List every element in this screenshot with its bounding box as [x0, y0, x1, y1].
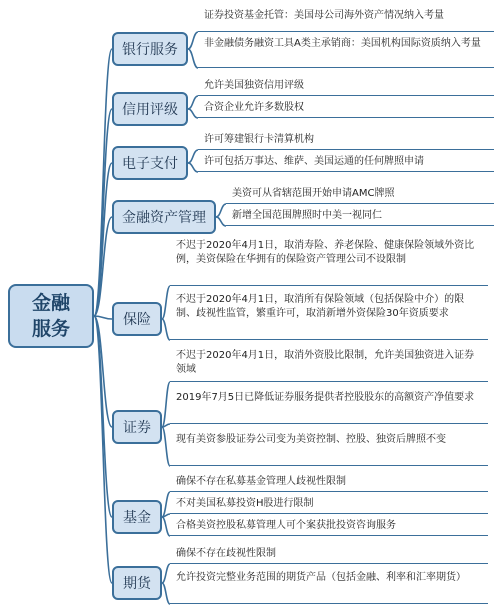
- category-to-leaf-connector: [188, 96, 198, 109]
- category-funds: [112, 500, 162, 534]
- root-label: 金融服务: [31, 292, 70, 340]
- root-to-category-connector: [94, 316, 112, 517]
- leaf-item: [170, 496, 488, 514]
- root-to-category-connector: [94, 316, 112, 583]
- category-to-leaf-connector: [188, 32, 198, 49]
- leaf-item: [226, 208, 494, 226]
- category-to-leaf-connector: [162, 427, 170, 466]
- leaf-text: 确保不存在私募基金管理人歧视性限制: [176, 476, 346, 487]
- leaf-item: [170, 390, 488, 424]
- category-to-leaf-connector: [162, 517, 170, 536]
- category-to-leaf-connector: [162, 286, 170, 319]
- category-insurance: [112, 302, 162, 336]
- category-to-leaf-connector: [216, 217, 226, 226]
- category-to-leaf-connector: [162, 564, 170, 583]
- leaf-text: 2019年7月5日已降低证券服务提供者控股股东的高额资产净值要求: [176, 392, 475, 403]
- category-banking-services: [112, 32, 188, 66]
- leaf-text: 合格美资控股私募管理人可个案获批投资咨询服务: [176, 520, 396, 531]
- leaf-item: [198, 154, 494, 172]
- leaf-text: 新增全国范围牌照时中美一视同仁: [232, 210, 382, 221]
- leaf-text: 现有美资参股证券公司变为美资控制、控股、独资后牌照不变: [176, 434, 446, 445]
- leaf-item: [170, 292, 488, 340]
- category-to-leaf-connector: [188, 109, 198, 118]
- leaf-item: [198, 100, 494, 118]
- leaf-item: [170, 518, 488, 536]
- leaf-item: [198, 78, 494, 96]
- leaf-item: [226, 186, 494, 204]
- root-node: [8, 284, 94, 348]
- leaf-text: 不对美国私募投资H股进行限制: [176, 498, 314, 509]
- category-to-leaf-connector: [162, 319, 170, 340]
- root-to-category-connector: [94, 109, 112, 316]
- leaf-text: 许可筹建银行卡清算机构: [204, 134, 314, 145]
- leaf-text: 不迟于2020年4月1日，取消外资股比限制，允许美国独资进入证券领域: [176, 350, 475, 375]
- leaf-text: 允许投资完整业务范围的期货产品（包括金融、利率和汇率期货）: [176, 572, 466, 583]
- category-to-leaf-connector: [216, 204, 226, 217]
- leaf-item: [170, 238, 488, 286]
- leaf-text: 不迟于2020年4月1日，取消所有保险领域（包括保险中介）的限制、歧视性监管，繁重许可，取消新增外资保险30年资质要求: [176, 294, 465, 319]
- category-securities: [112, 410, 162, 444]
- leaf-text: 合资企业允许多数股权: [204, 102, 304, 113]
- category-label: 金融资产管理: [122, 210, 206, 226]
- category-label: 信用评级: [122, 102, 178, 118]
- leaf-item: [170, 348, 488, 382]
- leaf-text: 非金融债务融资工具A类主承销商：美国机构国际资质纳入考量: [204, 38, 481, 49]
- category-label: 期货: [123, 576, 151, 592]
- leaf-text: 不迟于2020年4月1日，取消寿险、养老保险、健康保险领域外资比例，美资保险在华拥有的保险资产管理公司不设限制: [176, 240, 475, 265]
- leaf-item: [170, 570, 488, 604]
- leaf-item: [170, 432, 488, 466]
- leaf-text: 证券投资基金托管：美国母公司海外资产情况纳入考量: [204, 10, 444, 21]
- leaf-text: 确保不存在歧视性限制: [176, 548, 276, 559]
- category-to-leaf-connector: [188, 150, 198, 163]
- category-to-leaf-connector: [162, 382, 170, 427]
- leaf-item: [170, 546, 488, 564]
- leaf-text: 允许美国独资信用评级: [204, 80, 304, 91]
- category-electronic-payment: [112, 146, 188, 180]
- leaf-text: 美资可从省辖范围开始申请AMC牌照: [232, 188, 395, 199]
- category-label: 保险: [123, 312, 151, 328]
- category-financial-asset-management: [112, 200, 216, 234]
- category-label: 证券: [123, 420, 151, 436]
- category-label: 银行服务: [122, 42, 178, 58]
- category-credit-rating: [112, 92, 188, 126]
- category-to-leaf-connector: [162, 492, 170, 517]
- category-to-leaf-connector: [162, 583, 170, 604]
- leaf-item: [198, 8, 494, 32]
- category-to-leaf-connector: [188, 49, 198, 68]
- leaf-item: [170, 474, 488, 492]
- category-label: 基金: [123, 510, 151, 526]
- leaf-item: [198, 132, 494, 150]
- category-futures: [112, 566, 162, 600]
- leaf-item: [198, 36, 494, 68]
- category-label: 电子支付: [122, 156, 178, 172]
- category-to-leaf-connector: [188, 163, 198, 172]
- leaf-text: 许可包括万事达、维萨、美国运通的任何牌照申请: [204, 156, 424, 167]
- root-to-category-connector: [94, 49, 112, 316]
